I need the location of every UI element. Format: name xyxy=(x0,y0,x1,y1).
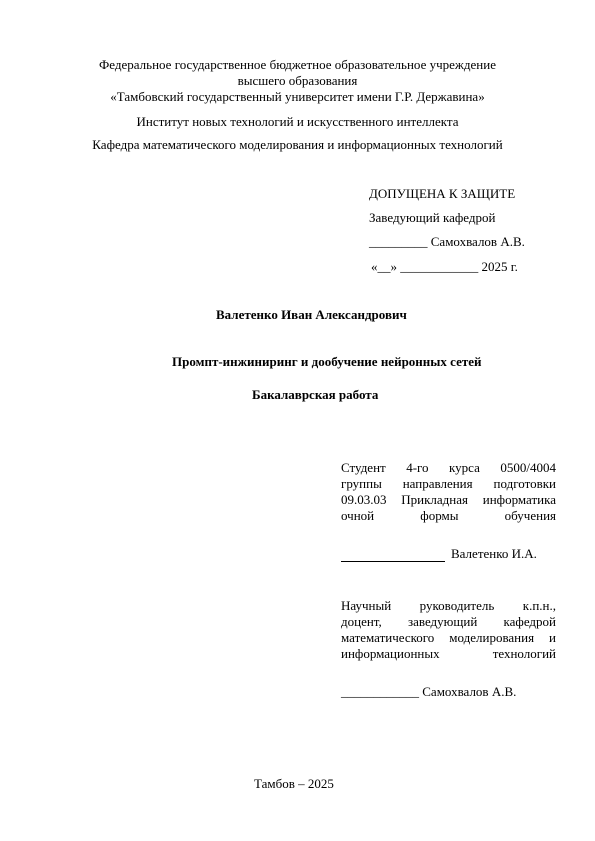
student-signature-name: Валетенко И.А. xyxy=(451,546,537,561)
header-org-line1: Федеральное государственное бюджетное образовательное учреждение xyxy=(99,57,496,72)
student-line4: очной формы обучения xyxy=(341,508,556,523)
work-type: Бакалаврская работа xyxy=(252,387,379,402)
approval-signature: _________ Самохвалов А.В. xyxy=(369,234,525,249)
approval-role: Заведующий кафедрой xyxy=(369,210,496,225)
header-department: Кафедра математического моделирования и информационных технологий xyxy=(92,137,503,152)
thesis-title: Промпт-инжиниринг и дообучение нейронных сетей xyxy=(172,354,482,369)
supervisor-signature: ____________ Самохвалов А.В. xyxy=(341,684,517,699)
student-line1: Студент 4-го курса 0500/4004 xyxy=(341,460,556,475)
footer-city-year: Тамбов – 2025 xyxy=(254,776,334,791)
header-org-line2: высшего образования xyxy=(237,73,358,88)
student-line2: группы направления подготовки xyxy=(341,476,556,491)
header-institute: Институт новых технологий и искусственного интеллекта xyxy=(136,114,459,129)
supervisor-line3: математического моделирования и xyxy=(341,630,556,645)
student-signature-line xyxy=(341,561,445,562)
approval-title: ДОПУЩЕНА К ЗАЩИТЕ xyxy=(369,186,516,201)
header-university: «Тамбовский государственный университет имени Г.Р. Державина» xyxy=(110,89,485,104)
supervisor-line1: Научный руководитель к.п.н., xyxy=(341,598,556,613)
author-name: Валетенко Иван Александрович xyxy=(216,307,407,322)
approval-date: «__» ____________ 2025 г. xyxy=(371,259,518,274)
supervisor-line2: доцент, заведующий кафедрой xyxy=(341,614,556,629)
student-line3: 09.03.03 Прикладная информатика xyxy=(341,492,556,507)
supervisor-line4: информационных технологий xyxy=(341,646,556,661)
